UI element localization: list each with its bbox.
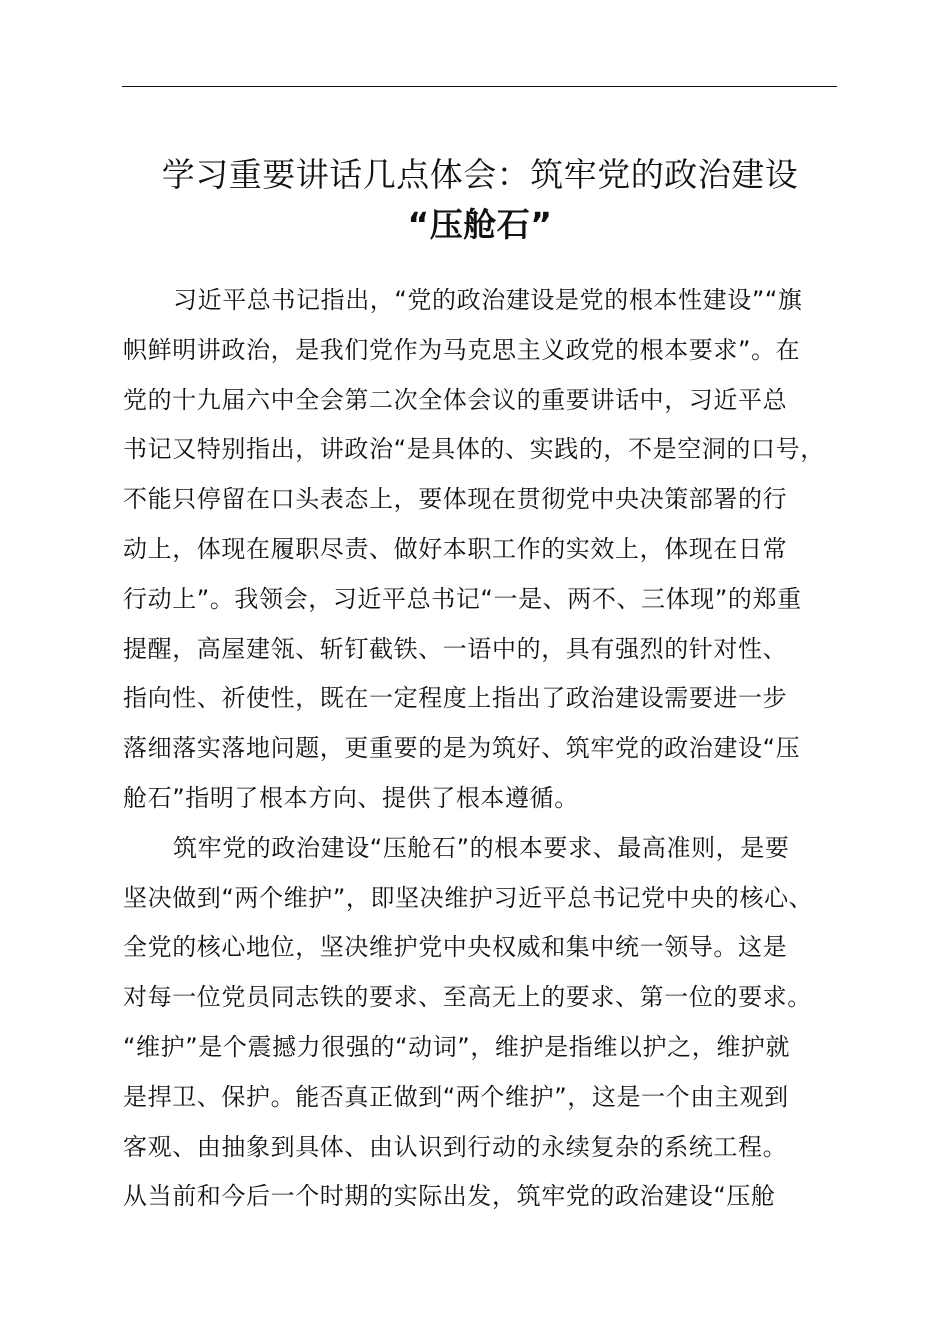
paragraph-1-line: 提醒，高屋建瓴、斩钉截铁、一语中的，具有强烈的针对性、 [123, 634, 788, 663]
paragraph-1-line: 习近平总书记指出，“党的政治建设是党的根本性建设”“旗 [173, 286, 803, 314]
paragraph-2-line: 筑牢党的政治建设“压舱石”的根本要求、最高准则，是要 [173, 833, 790, 862]
paragraph-1-line: 行动上”。我领会，习近平总书记“一是、两不、三体现”的郑重 [123, 584, 802, 613]
paragraph-2-line: “维护”是个震撼力很强的“动词”，维护是指维以护之，维护就 [123, 1032, 791, 1061]
paragraph-1-line: 动上，体现在履职尽责、做好本职工作的实效上，体现在日常 [123, 534, 788, 563]
header-rule [122, 86, 837, 87]
title-line-2: “压舱石” [407, 205, 553, 244]
title-line-1: 学习重要讲话几点体会：筑牢党的政治建设 [161, 155, 799, 194]
paragraph-1-line: 落细落实落地问题，更重要的是为筑好、筑牢党的政治建设“压 [123, 734, 801, 763]
paragraph-1-line: 帜鲜明讲政治，是我们党作为马克思主义政党的根本要求”。在 [123, 335, 801, 364]
paragraph-2-line: 客观、由抽象到具体、由认识到行动的永续复杂的系统工程。 [123, 1132, 788, 1161]
paragraph-2-line: 从当前和今后一个时期的实际出发，筑牢党的政治建设“压舱 [123, 1182, 776, 1211]
paragraph-1-line: 指向性、祈使性，既在一定程度上指出了政治建设需要进一步 [123, 684, 788, 713]
paragraph-1-line: 舱石”指明了根本方向、提供了根本遵循。 [123, 783, 579, 812]
paragraph-1-line: 书记又特别指出，讲政治“是具体的、实践的，不是空洞的口号， [123, 435, 825, 464]
paragraph-2-line: 是捍卫、保护。能否真正做到“两个维护”，这是一个由主观到 [123, 1082, 789, 1111]
paragraph-2-line: 全党的核心地位，坚决维护党中央权威和集中统一领导。这是 [123, 933, 788, 962]
document-body [123, 276, 843, 1222]
document-title [110, 150, 850, 250]
paragraph-2-line: 坚决做到“两个维护”，即坚决维护习近平总书记党中央的核心、 [123, 883, 814, 912]
paragraph-1-line: 党的十九届六中全会第二次全体会议的重要讲话中，习近平总 [123, 385, 788, 414]
paragraph-1-line: 不能只停留在口头表态上，要体现在贯彻党中央决策部署的行 [123, 485, 788, 514]
paragraph-2-line: 对每一位党员同志铁的要求、至高无上的要求、第一位的要求。 [123, 983, 812, 1012]
